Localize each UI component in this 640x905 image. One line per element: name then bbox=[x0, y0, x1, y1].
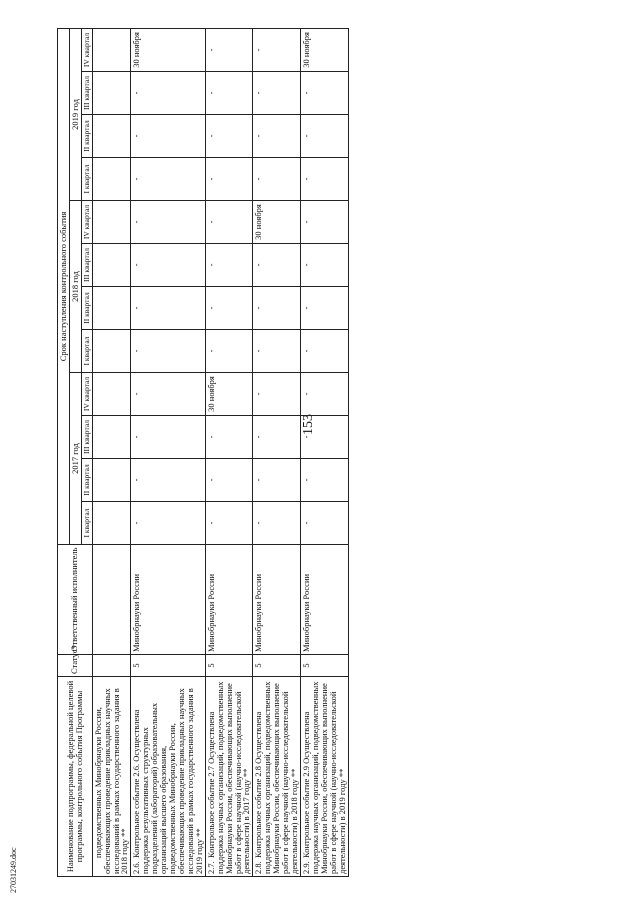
deadline-cell: - bbox=[253, 502, 301, 545]
event-name: Контрольное событие 2.7 Осуществлена поддержка научных организаций, подведомственных Минобрнауки России, обеспечивающих выполнение работ в сфере научной (научно-исследовательской деятельности) в 2017 году ** bbox=[205, 681, 252, 874]
deadline-cell: - bbox=[131, 502, 205, 545]
deadline-cell bbox=[92, 373, 131, 416]
deadline-cell: - bbox=[131, 459, 205, 502]
status-cell: 5 bbox=[253, 655, 301, 677]
event-name-cell bbox=[301, 677, 349, 877]
header-status: Статус* bbox=[58, 655, 93, 677]
deadline-cell: 30 ноября bbox=[253, 201, 301, 244]
document-footer: 27031249.doc bbox=[9, 847, 18, 893]
deadline-cell bbox=[92, 416, 131, 459]
executor-cell bbox=[92, 545, 131, 655]
deadline-cell: - bbox=[253, 287, 301, 330]
deadline-cell: - bbox=[253, 416, 301, 459]
deadline-cell: - bbox=[205, 72, 253, 115]
deadline-cell: - bbox=[205, 287, 253, 330]
table-row bbox=[92, 28, 131, 876]
deadline-cell: 30 ноября bbox=[131, 28, 205, 71]
deadline-cell: - bbox=[205, 416, 253, 459]
event-name-cell bbox=[92, 677, 131, 877]
deadline-cell: - bbox=[205, 201, 253, 244]
deadline-cell: - bbox=[205, 28, 253, 71]
deadline-cell bbox=[92, 158, 131, 201]
deadline-cell: - bbox=[301, 287, 349, 330]
status-cell bbox=[92, 655, 131, 677]
deadline-cell: - bbox=[131, 330, 205, 373]
header-quarter: I квартал bbox=[81, 158, 92, 201]
deadline-cell: - bbox=[301, 459, 349, 502]
deadline-cell bbox=[92, 459, 131, 502]
deadline-cell: - bbox=[253, 158, 301, 201]
deadline-cell bbox=[92, 72, 131, 115]
table-row bbox=[253, 28, 301, 876]
deadline-cell: - bbox=[253, 373, 301, 416]
deadline-cell: - bbox=[205, 115, 253, 158]
deadline-cell: - bbox=[301, 502, 349, 545]
deadline-cell bbox=[92, 330, 131, 373]
deadline-cell: - bbox=[301, 330, 349, 373]
table-body bbox=[92, 28, 348, 876]
header-quarter: I квартал bbox=[81, 502, 92, 545]
header-name: Наименование подпрограммы, федеральной целевой программы, контрольного события Программы bbox=[58, 677, 93, 877]
deadline-cell: - bbox=[131, 244, 205, 287]
deadline-cell: - bbox=[253, 330, 301, 373]
deadline-cell: - bbox=[253, 244, 301, 287]
header-quarter: I квартал bbox=[81, 330, 92, 373]
table-row bbox=[131, 28, 205, 876]
control-events-table bbox=[57, 28, 349, 877]
event-number: 2.7. bbox=[205, 861, 216, 874]
deadline-cell: - bbox=[205, 158, 253, 201]
deadline-cell: - bbox=[131, 115, 205, 158]
table-row bbox=[205, 28, 253, 876]
event-name-cell bbox=[205, 677, 253, 877]
event-name-cell bbox=[131, 677, 205, 877]
deadline-cell: - bbox=[301, 115, 349, 158]
header-quarter: IV квартал bbox=[81, 373, 92, 416]
header-quarter: III квартал bbox=[81, 244, 92, 287]
deadline-cell: - bbox=[301, 373, 349, 416]
deadline-cell: - bbox=[205, 459, 253, 502]
deadline-cell: - bbox=[131, 158, 205, 201]
status-cell: 5 bbox=[205, 655, 253, 677]
deadline-cell: - bbox=[131, 201, 205, 244]
header-executor: Ответственный исполнитель bbox=[58, 545, 93, 655]
header-quarter: III квартал bbox=[81, 72, 92, 115]
table-row bbox=[301, 28, 349, 876]
event-name-cell bbox=[253, 677, 301, 877]
executor-cell: Минобрнауки России bbox=[205, 545, 253, 655]
deadline-cell bbox=[92, 502, 131, 545]
deadline-cell bbox=[92, 201, 131, 244]
deadline-cell: - bbox=[131, 72, 205, 115]
header-quarter: II квартал bbox=[81, 287, 92, 330]
deadline-cell: - bbox=[253, 459, 301, 502]
executor-cell: Минобрнауки России bbox=[253, 545, 301, 655]
deadline-cell: - bbox=[253, 115, 301, 158]
event-name: Контрольное событие 2.9 Осуществлена поддержка научных организаций, подведомственных Минобрнауки России, обеспечивающих выполнение работ в сфере научной (научно-исследовательской деятельности) в 2019 году ** bbox=[301, 681, 347, 874]
deadline-cell bbox=[92, 28, 131, 71]
deadline-cell: - bbox=[301, 158, 349, 201]
deadline-cell: 30 ноября bbox=[301, 28, 349, 71]
deadline-cell bbox=[92, 244, 131, 287]
deadline-cell: - bbox=[131, 287, 205, 330]
deadline-cell: - bbox=[205, 330, 253, 373]
deadline-cell: - bbox=[301, 416, 349, 459]
header-deadline: Срок наступления контрольного события bbox=[58, 28, 70, 544]
deadline-cell: - bbox=[301, 201, 349, 244]
deadline-cell bbox=[92, 115, 131, 158]
document-sheet bbox=[57, 29, 561, 877]
event-number: 2.9. bbox=[301, 861, 311, 874]
header-quarter: II квартал bbox=[81, 115, 92, 158]
event-name: Контрольное событие 2.6. Осуществлена поддержка результативных структурных подразделений (лабораторий) образовательных организаций высшего образования, подведомственных Минобрнауки России, обеспечивающих проведение прикладных научных исследований в рамках государственного задания в 2019 году ** bbox=[131, 688, 204, 874]
header-quarter: IV квартал bbox=[81, 28, 92, 71]
deadline-cell: - bbox=[131, 373, 205, 416]
deadline-cell: - bbox=[205, 502, 253, 545]
status-cell: 5 bbox=[131, 655, 205, 677]
event-name: подведомственных Минобрнауки России, обеспечивающих проведение прикладных научных исследований в рамках государственного задания в 2018 году ** bbox=[92, 688, 130, 874]
deadline-cell bbox=[92, 287, 131, 330]
page-number: 153 bbox=[301, 414, 316, 435]
executor-cell: Минобрнауки России bbox=[301, 545, 349, 655]
header-quarter: III квартал bbox=[81, 416, 92, 459]
header-year-2018: 2018 год bbox=[69, 201, 81, 373]
deadline-cell: - bbox=[253, 72, 301, 115]
event-name: Контрольное событие 2.8 Осуществлена поддержка научных организаций, подведомственных Минобрнауки России, обеспечивающих выполнение работ в сфере научной (научно-исследовательской деятельности) в 2018 году ** bbox=[253, 681, 300, 874]
deadline-cell: 30 ноября bbox=[205, 373, 253, 416]
header-quarter: II квартал bbox=[81, 459, 92, 502]
event-number: 2.8. bbox=[253, 861, 264, 874]
deadline-cell: - bbox=[253, 28, 301, 71]
status-cell: 5 bbox=[301, 655, 349, 677]
deadline-cell: - bbox=[205, 244, 253, 287]
deadline-cell: - bbox=[301, 72, 349, 115]
deadline-cell: - bbox=[301, 244, 349, 287]
deadline-cell: - bbox=[131, 416, 205, 459]
event-number: 2.6. bbox=[131, 861, 142, 874]
executor-cell: Минобрнауки России bbox=[131, 545, 205, 655]
header-year-2019: 2019 год bbox=[69, 28, 81, 200]
header-quarter: IV квартал bbox=[81, 201, 92, 244]
header-year-2017: 2017 год bbox=[69, 373, 81, 545]
